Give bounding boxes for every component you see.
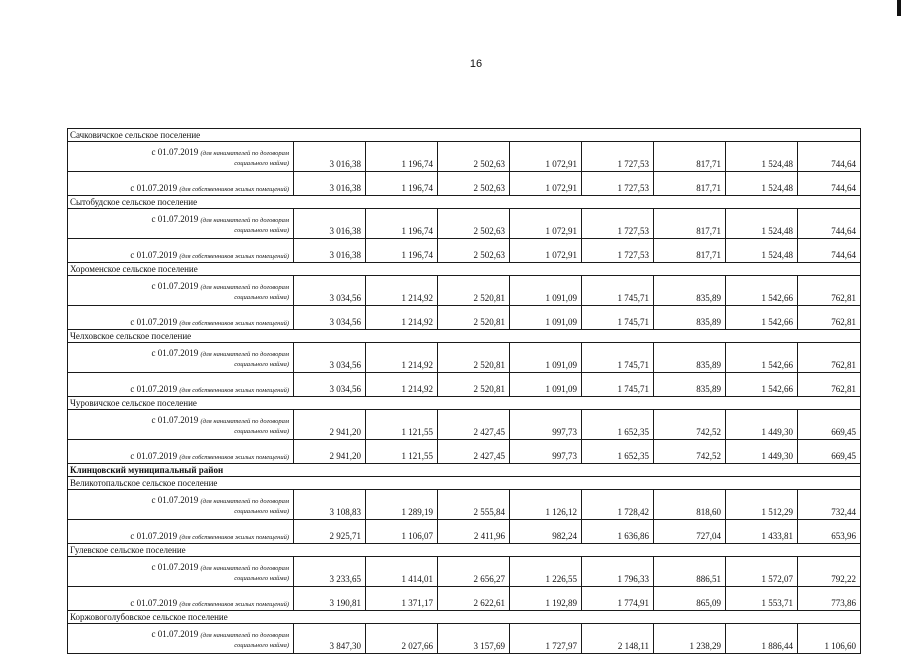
owner-note: (для собственников жилых помещений) xyxy=(179,186,289,193)
tariff-value-cell: 1 214,92 xyxy=(366,306,438,330)
tariff-value-cell: 1 727,53 xyxy=(582,172,654,196)
tariff-value-cell: 1 226,55 xyxy=(510,557,582,587)
tariff-value-cell: 2 925,71 xyxy=(294,520,366,544)
tenant-note-cont: социального найма) xyxy=(234,361,289,368)
tariff-value-cell: 1 091,09 xyxy=(510,276,582,306)
tariff-value-cell: 835,89 xyxy=(654,306,726,330)
tenant-note-cont: социального найма) xyxy=(234,575,289,582)
tenant-note: (для нанимателей по договорам xyxy=(200,150,289,157)
tariff-value-cell: 817,71 xyxy=(654,209,726,239)
tenant-note: (для нанимателей по договорам xyxy=(200,565,289,572)
date-label: с 01.07.2019 xyxy=(151,281,199,291)
tariff-value-cell: 1 196,74 xyxy=(366,239,438,263)
owner-tariff-row xyxy=(68,306,861,330)
tariff-value-cell: 2 941,20 xyxy=(294,440,366,464)
tariff-value-cell: 1 512,29 xyxy=(726,490,798,520)
tariff-value-cell: 1 727,53 xyxy=(582,209,654,239)
settlement-row xyxy=(68,263,861,276)
owner-tariff-row xyxy=(68,172,861,196)
tariff-value-cell: 1 796,33 xyxy=(582,557,654,587)
scan-edge-mark xyxy=(897,0,901,16)
tariff-value-cell: 1 091,09 xyxy=(510,373,582,397)
row-label xyxy=(68,557,294,587)
settlement-name: Сачковичское сельское поселение xyxy=(68,129,861,142)
owner-tariff-row xyxy=(68,373,861,397)
tenant-tariff-row xyxy=(68,209,861,239)
settlement-row xyxy=(68,196,861,209)
tenant-tariff-row xyxy=(68,410,861,440)
tariff-value-cell: 2 555,84 xyxy=(438,490,510,520)
tariff-value-cell: 1 652,35 xyxy=(582,410,654,440)
tariff-value-cell: 3 190,81 xyxy=(294,587,366,611)
row-label xyxy=(68,343,294,373)
tariff-value-cell: 727,04 xyxy=(654,520,726,544)
row-label xyxy=(68,142,294,172)
tariff-value-cell: 2 502,63 xyxy=(438,209,510,239)
tariff-value-cell: 3 034,56 xyxy=(294,373,366,397)
row-label xyxy=(68,410,294,440)
tariff-value-cell: 1 414,01 xyxy=(366,557,438,587)
tariff-value-cell: 835,89 xyxy=(654,373,726,397)
date-label: с 01.07.2019 xyxy=(151,214,199,224)
district-row xyxy=(68,464,861,477)
settlement-name: Хороменское сельское поселение xyxy=(68,263,861,276)
tariff-value-cell: 1 542,66 xyxy=(726,373,798,397)
tariff-value-cell: 1 214,92 xyxy=(366,343,438,373)
tariff-value-cell: 1 745,71 xyxy=(582,373,654,397)
tariff-value-cell: 2 520,81 xyxy=(438,343,510,373)
tariff-value-cell: 997,73 xyxy=(510,410,582,440)
tariff-value-cell: 1 449,30 xyxy=(726,410,798,440)
tenant-tariff-row xyxy=(68,557,861,587)
tariff-value-cell: 2 502,63 xyxy=(438,239,510,263)
tariff-value-cell: 818,60 xyxy=(654,490,726,520)
tariff-value-cell: 2 411,96 xyxy=(438,520,510,544)
tariff-value-cell: 2 427,45 xyxy=(438,440,510,464)
tariff-value-cell: 2 502,63 xyxy=(438,142,510,172)
tariff-value-cell: 3 157,69 xyxy=(438,624,510,654)
tenant-note-cont: социального найма) xyxy=(234,227,289,234)
tenant-note-cont: социального найма) xyxy=(234,428,289,435)
tariff-value-cell: 1 774,91 xyxy=(582,587,654,611)
tariff-value-cell: 1 196,74 xyxy=(366,172,438,196)
tariff-value-cell: 982,24 xyxy=(510,520,582,544)
tariff-value-cell: 997,73 xyxy=(510,440,582,464)
tariff-value-cell: 1 727,97 xyxy=(510,624,582,654)
tariff-value-cell: 2 027,66 xyxy=(366,624,438,654)
settlement-row xyxy=(68,129,861,142)
row-label xyxy=(68,276,294,306)
tariff-value-cell: 1 745,71 xyxy=(582,343,654,373)
owner-note: (для собственников жилых помещений) xyxy=(179,534,289,541)
settlement-name: Гулевское сельское поселение xyxy=(68,544,861,557)
settlement-name: Челховское сельское поселение xyxy=(68,330,861,343)
row-label xyxy=(68,587,294,611)
tariff-value-cell: 744,64 xyxy=(798,142,861,172)
date-label: с 01.07.2019 xyxy=(130,250,178,260)
tariff-value-cell: 1 214,92 xyxy=(366,373,438,397)
tariff-value-cell: 1 542,66 xyxy=(726,276,798,306)
tenant-tariff-row xyxy=(68,276,861,306)
tariff-value-cell: 1 745,71 xyxy=(582,306,654,330)
tenant-note: (для нанимателей по договорам xyxy=(200,498,289,505)
settlement-row xyxy=(68,611,861,624)
date-label: с 01.07.2019 xyxy=(130,384,178,394)
date-label: с 01.07.2019 xyxy=(151,415,199,425)
tenant-note-cont: социального найма) xyxy=(234,294,289,301)
row-label xyxy=(68,440,294,464)
tenant-note-cont: социального найма) xyxy=(234,642,289,649)
tariff-value-cell: 3 108,83 xyxy=(294,490,366,520)
tariff-value-cell: 3 847,30 xyxy=(294,624,366,654)
date-label: с 01.07.2019 xyxy=(151,562,199,572)
tariff-value-cell: 2 502,63 xyxy=(438,172,510,196)
settlement-row xyxy=(68,330,861,343)
tariff-value-cell: 1 524,48 xyxy=(726,209,798,239)
tariff-value-cell: 744,64 xyxy=(798,209,861,239)
tariff-value-cell: 817,71 xyxy=(654,142,726,172)
tariff-value-cell: 669,45 xyxy=(798,410,861,440)
tariff-value-cell: 1 238,29 xyxy=(654,624,726,654)
tariff-value-cell: 744,64 xyxy=(798,172,861,196)
tariff-value-cell: 1 572,07 xyxy=(726,557,798,587)
tariff-value-cell: 1 727,53 xyxy=(582,239,654,263)
tariff-value-cell: 762,81 xyxy=(798,343,861,373)
tariff-value-cell: 817,71 xyxy=(654,172,726,196)
tariff-value-cell: 1 196,74 xyxy=(366,209,438,239)
tariff-value-cell: 2 427,45 xyxy=(438,410,510,440)
tariff-value-cell: 886,51 xyxy=(654,557,726,587)
tariff-value-cell: 1 121,55 xyxy=(366,440,438,464)
settlement-name: Чуровичское сельское поселение xyxy=(68,397,861,410)
tariff-value-cell: 1 745,71 xyxy=(582,276,654,306)
tariff-value-cell: 762,81 xyxy=(798,276,861,306)
tariff-value-cell: 1 091,09 xyxy=(510,306,582,330)
owner-tariff-row xyxy=(68,587,861,611)
tariff-value-cell: 1 192,89 xyxy=(510,587,582,611)
tariff-value-cell: 3 034,56 xyxy=(294,343,366,373)
tariff-value-cell: 744,64 xyxy=(798,239,861,263)
page-number: 16 xyxy=(469,58,483,70)
tariff-value-cell: 3 016,38 xyxy=(294,172,366,196)
tariff-value-cell: 1 433,81 xyxy=(726,520,798,544)
owner-note: (для собственников жилых помещений) xyxy=(179,601,289,608)
district-name: Клинцовский муниципальный район xyxy=(68,464,861,477)
settlement-row xyxy=(68,477,861,490)
date-label: с 01.07.2019 xyxy=(151,348,199,358)
tariff-value-cell: 1 121,55 xyxy=(366,410,438,440)
row-label xyxy=(68,490,294,520)
tariff-table xyxy=(67,128,861,654)
tariff-value-cell: 3 016,38 xyxy=(294,239,366,263)
owner-tariff-row xyxy=(68,520,861,544)
settlement-name: Великотопальское сельское поселение xyxy=(68,477,861,490)
row-label xyxy=(68,373,294,397)
tariff-value-cell: 2 520,81 xyxy=(438,373,510,397)
tariff-value-cell: 835,89 xyxy=(654,343,726,373)
tariff-value-cell: 2 520,81 xyxy=(438,306,510,330)
tariff-value-cell: 669,45 xyxy=(798,440,861,464)
date-label: с 01.07.2019 xyxy=(151,495,199,505)
tariff-value-cell: 1 072,91 xyxy=(510,209,582,239)
tariff-value-cell: 742,52 xyxy=(654,440,726,464)
tenant-note: (для нанимателей по договорам xyxy=(200,632,289,639)
row-label xyxy=(68,239,294,263)
tenant-tariff-row xyxy=(68,343,861,373)
date-label: с 01.07.2019 xyxy=(130,183,178,193)
tenant-note: (для нанимателей по договорам xyxy=(200,418,289,425)
tariff-value-cell: 1 542,66 xyxy=(726,343,798,373)
tariff-value-cell: 1 524,48 xyxy=(726,172,798,196)
date-label: с 01.07.2019 xyxy=(151,629,199,639)
tariff-value-cell: 817,71 xyxy=(654,239,726,263)
tenant-note: (для нанимателей по договорам xyxy=(200,351,289,358)
settlement-name: Сытобудское сельское поселение xyxy=(68,196,861,209)
tariff-value-cell: 1 636,86 xyxy=(582,520,654,544)
owner-tariff-row xyxy=(68,440,861,464)
date-label: с 01.07.2019 xyxy=(130,317,178,327)
tariff-value-cell: 2 622,61 xyxy=(438,587,510,611)
row-label xyxy=(68,520,294,544)
settlement-name: Коржовоголубовское сельское поселение xyxy=(68,611,861,624)
tenant-tariff-row xyxy=(68,142,861,172)
tenant-note-cont: социального найма) xyxy=(234,508,289,515)
tariff-value-cell: 1 524,48 xyxy=(726,142,798,172)
tariff-value-cell: 1 371,17 xyxy=(366,587,438,611)
owner-note: (для собственников жилых помещений) xyxy=(179,454,289,461)
tariff-value-cell: 1 091,09 xyxy=(510,343,582,373)
tenant-tariff-row xyxy=(68,490,861,520)
date-label: с 01.07.2019 xyxy=(130,451,178,461)
tariff-value-cell: 732,44 xyxy=(798,490,861,520)
tenant-note: (для нанимателей по договорам xyxy=(200,284,289,291)
settlement-row xyxy=(68,397,861,410)
owner-tariff-row xyxy=(68,239,861,263)
tariff-value-cell: 2 148,11 xyxy=(582,624,654,654)
tariff-value-cell: 773,86 xyxy=(798,587,861,611)
tariff-value-cell: 3 034,56 xyxy=(294,276,366,306)
tariff-value-cell: 1 727,53 xyxy=(582,142,654,172)
tariff-value-cell: 762,81 xyxy=(798,306,861,330)
tariff-value-cell: 1 553,71 xyxy=(726,587,798,611)
row-label xyxy=(68,172,294,196)
tariff-value-cell: 3 016,38 xyxy=(294,142,366,172)
tariff-value-cell: 1 652,35 xyxy=(582,440,654,464)
tariff-value-cell: 2 941,20 xyxy=(294,410,366,440)
tariff-value-cell: 1 106,60 xyxy=(798,624,861,654)
tenant-tariff-row xyxy=(68,624,861,654)
owner-note: (для собственников жилых помещений) xyxy=(179,320,289,327)
date-label: с 01.07.2019 xyxy=(130,531,178,541)
tariff-value-cell: 3 233,65 xyxy=(294,557,366,587)
tariff-value-cell: 3 016,38 xyxy=(294,209,366,239)
tariff-value-cell: 653,96 xyxy=(798,520,861,544)
row-label xyxy=(68,624,294,654)
tariff-value-cell: 1 524,48 xyxy=(726,239,798,263)
tariff-value-cell: 1 214,92 xyxy=(366,276,438,306)
tariff-value-cell: 1 289,19 xyxy=(366,490,438,520)
row-label xyxy=(68,306,294,330)
tariff-value-cell: 762,81 xyxy=(798,373,861,397)
date-label: с 01.07.2019 xyxy=(151,147,199,157)
settlement-row xyxy=(68,544,861,557)
owner-note: (для собственников жилых помещений) xyxy=(179,387,289,394)
tariff-value-cell: 1 072,91 xyxy=(510,239,582,263)
tariff-value-cell: 3 034,56 xyxy=(294,306,366,330)
tariff-value-cell: 1 072,91 xyxy=(510,172,582,196)
tariff-value-cell: 2 656,27 xyxy=(438,557,510,587)
tariff-value-cell: 1 196,74 xyxy=(366,142,438,172)
tenant-note: (для нанимателей по договорам xyxy=(200,217,289,224)
tariff-value-cell: 1 106,07 xyxy=(366,520,438,544)
tenant-note-cont: социального найма) xyxy=(234,160,289,167)
tariff-value-cell: 1 542,66 xyxy=(726,306,798,330)
tariff-value-cell: 835,89 xyxy=(654,276,726,306)
tariff-value-cell: 792,22 xyxy=(798,557,861,587)
tariff-value-cell: 2 520,81 xyxy=(438,276,510,306)
tariff-value-cell: 1 072,91 xyxy=(510,142,582,172)
tariff-table-body xyxy=(68,129,861,654)
tariff-value-cell: 1 728,42 xyxy=(582,490,654,520)
tariff-value-cell: 742,52 xyxy=(654,410,726,440)
tariff-value-cell: 1 449,30 xyxy=(726,440,798,464)
date-label: с 01.07.2019 xyxy=(130,598,178,608)
row-label xyxy=(68,209,294,239)
tariff-value-cell: 1 126,12 xyxy=(510,490,582,520)
tariff-value-cell: 1 886,44 xyxy=(726,624,798,654)
tariff-value-cell: 865,09 xyxy=(654,587,726,611)
owner-note: (для собственников жилых помещений) xyxy=(179,253,289,260)
